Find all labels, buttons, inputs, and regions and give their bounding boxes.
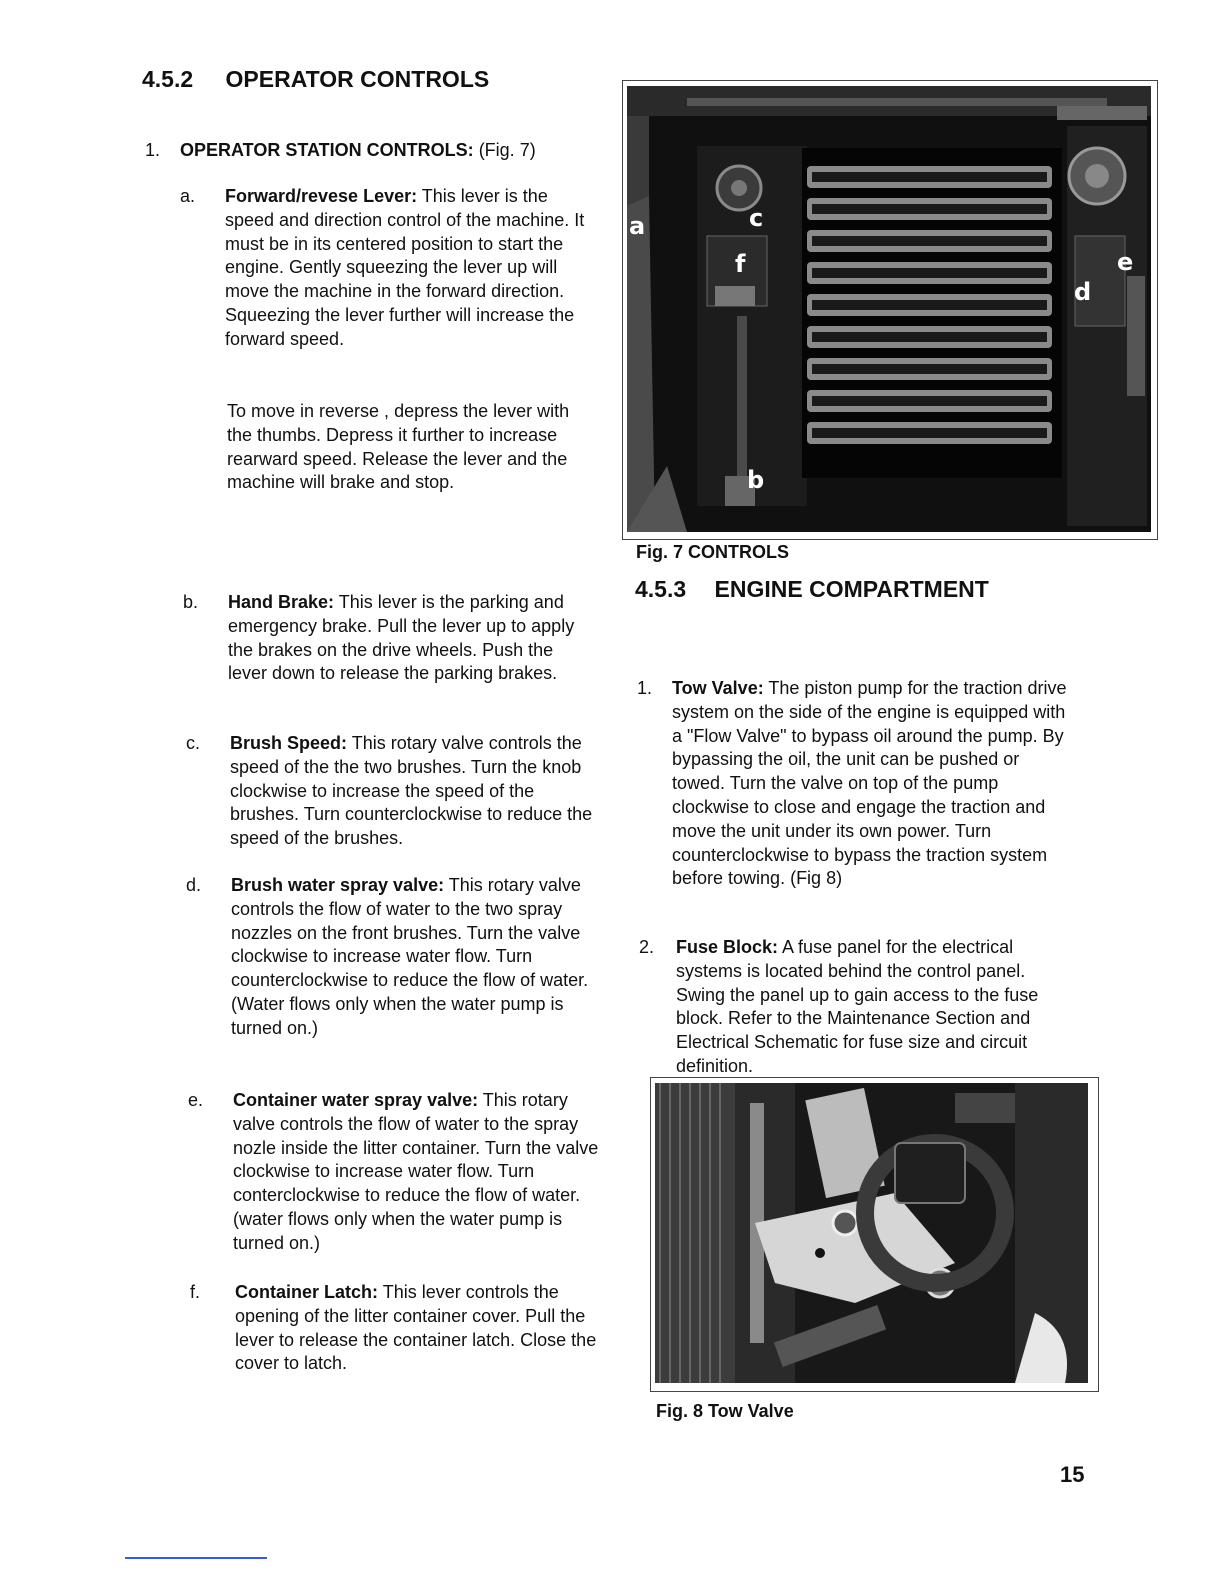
section-title: OPERATOR CONTROLS bbox=[225, 66, 490, 92]
item-text: This lever controls the opening of the litter container cover. Pull the lever to release the container latch. Close the cover to latch. bbox=[235, 1282, 597, 1374]
section-452-heading bbox=[142, 66, 489, 93]
tow-valve-photo-graphic bbox=[655, 1083, 1088, 1383]
item-term: Forward/revese Lever: bbox=[225, 186, 418, 206]
item-marker: c. bbox=[186, 733, 201, 753]
section-453-heading bbox=[635, 576, 989, 603]
section-number: 4.5.3 bbox=[635, 576, 687, 602]
item-brush-water-spray-valve bbox=[231, 874, 601, 1041]
item-term: Brush water spray valve: bbox=[231, 875, 445, 895]
item-term: Hand Brake: bbox=[228, 592, 335, 612]
item-term: Container Latch: bbox=[235, 1282, 379, 1302]
controls-photo-graphic bbox=[627, 86, 1151, 532]
item-forward-reverse-lever bbox=[225, 185, 593, 352]
item-text: This rotary valve controls the flow of water to the spray nozle inside the litter container. Turn the valve clockwise to increase water flow. Turn conterclockwise to reduce the flow of water. (water flows only when the water pump is turned on.) bbox=[233, 1090, 599, 1253]
item-forward-reverse-lever-reverse: To move in reverse , depress the lever with the thumbs. Depress it further to increase rearward speed. Release the lever and the machine will brake and stop. bbox=[227, 401, 570, 493]
section-title: ENGINE COMPARTMENT bbox=[714, 576, 989, 602]
subsection-title: OPERATOR STATION CONTROLS: (Fig. 7) bbox=[180, 140, 536, 160]
item-brush-speed bbox=[230, 732, 597, 851]
section-number: 4.5.2 bbox=[142, 66, 194, 92]
figure-8-caption: Fig. 8 Tow Valve bbox=[656, 1401, 794, 1421]
item-marker: f. bbox=[190, 1282, 201, 1302]
figure-7-caption: Fig. 7 CONTROLS bbox=[636, 542, 789, 562]
figure-7-photo bbox=[627, 86, 1151, 532]
figure-7-label-b: b bbox=[747, 466, 765, 494]
item-fuse-block bbox=[676, 936, 1076, 1079]
item-text: The piston pump for the traction drive system on the side of the engine is equipped with a "Flow Valve" to bypass oil around the pump. By bypassing the oil, the unit can be pushed or towed. Turn the valve on top of the pump clockwise to close and engage the traction and move the unit under its own power. Turn counterclockwise to bypass the traction system before towing. (Fig 8) bbox=[672, 678, 1067, 889]
item-term: Container water spray valve: bbox=[233, 1090, 479, 1110]
item-term: Tow Valve: bbox=[672, 678, 764, 698]
item-text: This lever is the parking and emergency brake. Pull the lever up to apply the brakes on the drive wheels. Push the lever down to release the parking brakes. bbox=[228, 592, 575, 684]
figure-8-photo bbox=[655, 1083, 1088, 1383]
item-text: A fuse panel for the electrical systems is located behind the control panel. Swing the panel up to gain access to the fuse block. Refer to the Maintenance Section and Electrical Schematic for fuse size and circuit definition. bbox=[676, 937, 1039, 1076]
page-number: 15 bbox=[1060, 1462, 1085, 1487]
item-term: Fuse Block: bbox=[676, 937, 779, 957]
item-term: Brush Speed: bbox=[230, 733, 348, 753]
figure-7-label-e: e bbox=[1117, 248, 1134, 276]
item-hand-brake bbox=[228, 591, 584, 686]
figure-7-label-d: d bbox=[1074, 278, 1092, 306]
item-marker: 2. bbox=[639, 937, 655, 957]
item-text: This lever is the speed and direction control of the machine. It must be in its centered position to start the engine. Gently squeezing the lever up will move the machine in the forward direction. Squeezing the lever further will increase the forward speed. bbox=[225, 186, 585, 349]
footer-rule bbox=[125, 1557, 267, 1559]
item-tow-valve bbox=[672, 677, 1072, 891]
item-marker: d. bbox=[186, 875, 202, 895]
item-container-latch bbox=[235, 1281, 597, 1376]
item-marker: 1. bbox=[637, 678, 653, 698]
figure-7-label-a: a bbox=[629, 212, 646, 240]
item-marker: b. bbox=[183, 592, 199, 612]
item-text: This rotary valve controls the flow of water to the two spray nozzles on the front brushes. Turn the valve clockwise to increase water flow. Turn counterclockwise to reduce the flow of water. (Water flows only when the water pump is turned on.) bbox=[231, 875, 589, 1038]
subsection-heading: 1. bbox=[145, 140, 161, 160]
item-marker: e. bbox=[188, 1090, 204, 1110]
figure-7-label-f: f bbox=[735, 250, 746, 278]
item-marker: a. bbox=[180, 186, 196, 206]
figure-7-label-c: c bbox=[749, 204, 764, 232]
item-container-water-spray-valve bbox=[233, 1089, 605, 1256]
item-text: This rotary valve controls the speed of the the two brushes. Turn the knob clockwise to increase the speed of the brushes. Turn counterclockwise to reduce the speed of the brushes. bbox=[230, 733, 593, 849]
